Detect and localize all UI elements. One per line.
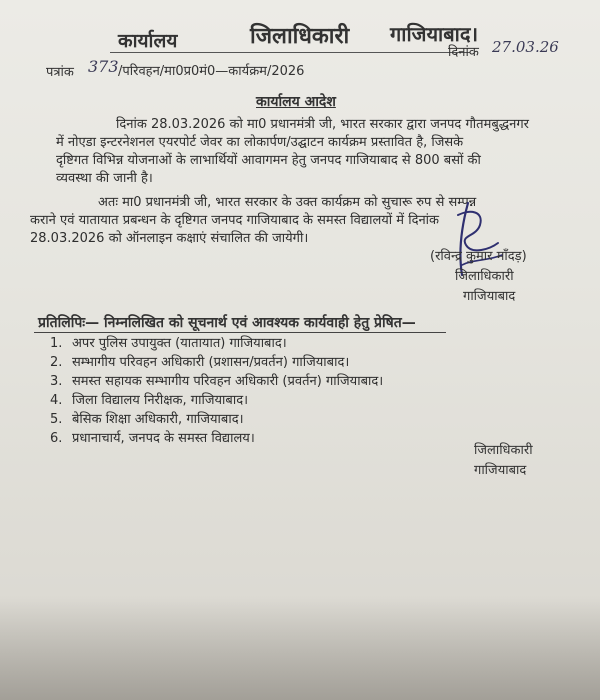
reference-label: पत्रांक xyxy=(46,65,74,80)
reference-code: /परिवहन/मा0प्र0मं0—कार्यक्रम/2026 xyxy=(118,64,305,79)
body-para2-line2: कराने एवं यातायात प्रबन्धन के दृष्टिगत जनपद गाजियाबाद के समस्त विद्यालयों में दिनांक xyxy=(30,213,440,228)
signatory-place: गाजियाबाद xyxy=(463,289,516,304)
date-handwritten: 27.03.26 xyxy=(492,38,559,56)
list-item-text: जिला विद्यालय निरीक्षक, गाजियाबाद। xyxy=(72,393,249,408)
body-para2-line1: अतः मा0 प्रधानमंत्री जी, भारत सरकार के उक्त कार्यक्रम को सुचारू रुप से सम्पन्न xyxy=(98,195,477,210)
bottom-signatory-place: गाजियाबाद xyxy=(474,463,527,478)
copy-to-heading: प्रतिलिपिः— निम्नलिखित को सूचनार्थ एवं आवश्यक कार्यवाही हेतु प्रेषित— xyxy=(38,315,416,331)
header-office: कार्यालय xyxy=(118,30,178,52)
list-item xyxy=(50,429,383,448)
body-para1-line3: दृष्टिगत विभिन्न योजनाओं के लाभार्थियों आवागमन हेतु जनपद गाजियाबाद से 800 बसों की xyxy=(56,153,481,168)
list-item-number: 4. xyxy=(50,393,63,408)
header-underline xyxy=(110,52,470,53)
signatory-designation: जिलाधिकारी xyxy=(455,269,514,284)
order-title: कार्यालय आदेश xyxy=(256,94,336,110)
header-designation: जिलाधिकारी xyxy=(250,24,350,49)
list-item-number: 2. xyxy=(50,355,63,370)
copy-to-list xyxy=(50,334,383,448)
list-item xyxy=(50,372,383,391)
list-item-text: अपर पुलिस उपायुक्त (यातायात) गाजियाबाद। xyxy=(72,336,287,351)
body-para1-line4: व्यवस्था की जानी है। xyxy=(56,171,153,186)
body-para2-line3: 28.03.2026 को ऑनलाइन कक्षाएं संचालित की जायेगी। xyxy=(30,231,309,246)
body-para1-line2: में नोएडा इन्टरनेशनल एयरपोर्ट जेवर का लोकार्पण/उद्घाटन कार्यक्रम प्रस्तावित है, जिसके xyxy=(56,135,464,150)
bottom-signatory-designation: जिलाधिकारी xyxy=(474,443,533,458)
list-item-text: समस्त सहायक सम्भागीय परिवहन अधिकारी (प्रवर्तन) गाजियाबाद। xyxy=(72,374,384,389)
body-para1-line1: दिनांक 28.03.2026 को मा0 प्रधानमंत्री जी, भारत सरकार द्वारा जनपद गौतमबुद्धनगर xyxy=(116,117,530,132)
list-item-text: सम्भागीय परिवहन अधिकारी (प्रशासन/प्रवर्तन) गाजियाबाद। xyxy=(72,355,350,370)
date-label: दिनांक xyxy=(448,45,479,60)
list-item-text: बेसिक शिक्षा अधिकारी, गाजियाबाद। xyxy=(72,412,244,427)
list-item-number: 1. xyxy=(50,336,63,351)
list-item-text: प्रधानाचार्य, जनपद के समस्त विद्यालय। xyxy=(72,431,255,446)
reference-number-handwritten: 373 xyxy=(88,57,119,76)
list-item xyxy=(50,353,383,372)
list-item xyxy=(50,391,383,410)
list-item xyxy=(50,410,383,429)
copy-to-underline xyxy=(34,332,446,333)
list-item-number: 6. xyxy=(50,431,63,446)
list-item xyxy=(50,334,383,353)
list-item-number: 5. xyxy=(50,412,63,427)
list-item-number: 3. xyxy=(50,374,63,389)
page-shadow xyxy=(0,600,600,700)
header-city: गाजियाबाद। xyxy=(390,22,479,46)
signatory-name: (रविन्द्र कुमार माँदड़) xyxy=(430,249,527,264)
